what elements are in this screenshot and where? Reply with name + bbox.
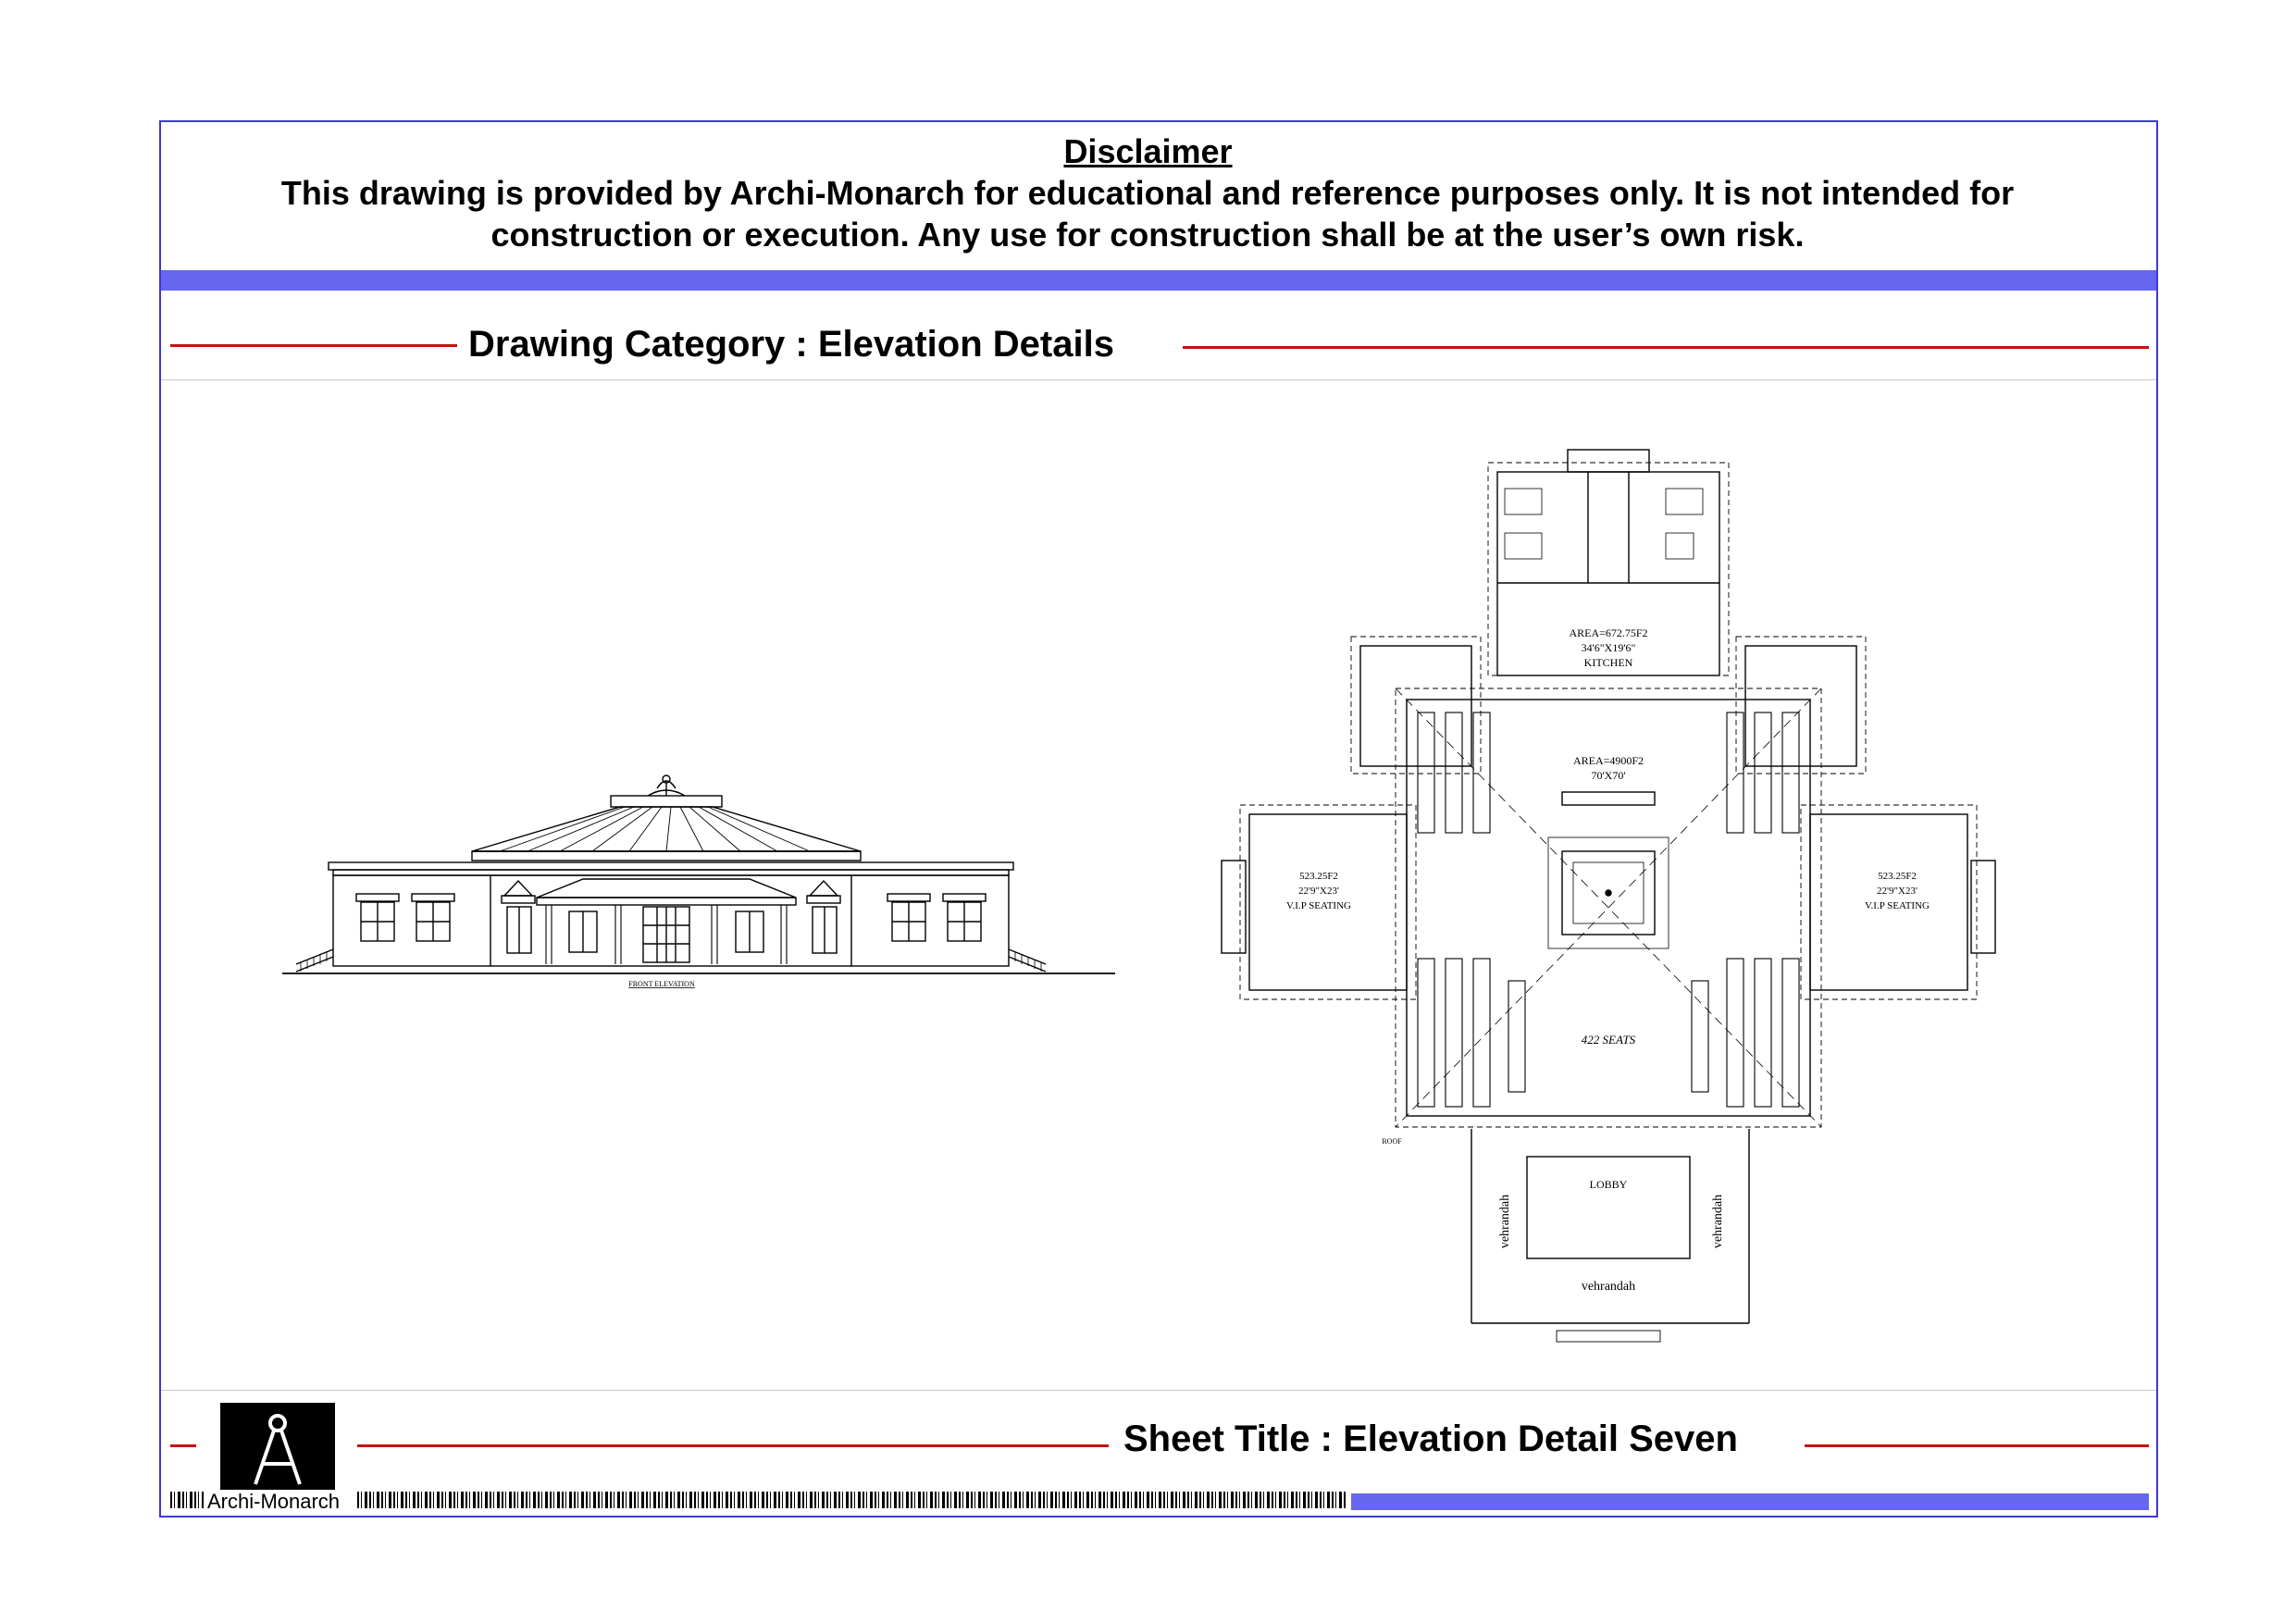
disclaimer-title: Disclaimer (1063, 132, 1233, 170)
disclaimer-text (213, 172, 2082, 255)
category-rule-right (1183, 346, 2149, 349)
lobby-label: LOBBY (1589, 1178, 1628, 1191)
vip-right-label: V.I.P SEATING (1865, 900, 1930, 911)
sheet-rule-right (1805, 1444, 2149, 1447)
kitchen-label: KITCHEN (1583, 656, 1633, 669)
vip-left-label: V.I.P SEATING (1286, 900, 1351, 911)
vip-right-size: 22'9"X23' (1877, 886, 1917, 897)
category-rule-left (170, 344, 457, 347)
vip-left-area: 523.25F2 (1299, 871, 1338, 882)
sheet-rule-left (170, 1444, 196, 1447)
sheet-rule-middle (357, 1444, 1109, 1447)
kitchen-area: AREA=672.75F2 (1569, 626, 1648, 639)
veranda-left-label: vehrandah (1498, 1194, 1512, 1249)
vip-left-size: 22'9"X23' (1298, 886, 1339, 897)
vip-right-area: 523.25F2 (1878, 871, 1917, 882)
footer-divider (161, 1390, 2156, 1391)
hall-size: 70'X70' (1591, 769, 1626, 782)
barcode-left (170, 1492, 204, 1508)
veranda-right-label: vehrandah (1711, 1194, 1725, 1249)
footer-band (1351, 1493, 2149, 1510)
floor-plan-drawing (1203, 444, 2036, 1351)
front-elevation-caption: FRONT ELEVATION (628, 980, 695, 988)
roof-label: ROOF (1382, 1137, 1402, 1146)
front-elevation-drawing (278, 759, 1120, 990)
drawing-category: Drawing Category : Elevation Details (468, 324, 1114, 365)
header-divider (161, 379, 2156, 380)
sheet-title: Sheet Title : Elevation Detail Seven (1123, 1419, 1738, 1459)
disclaimer-line-1: This drawing is provided by Archi-Monarch for educational and reference purposes only. It is not intended for (280, 174, 2015, 212)
header-band (161, 270, 2156, 291)
kitchen-size: 34'6"X19'6" (1581, 641, 1636, 654)
seats-count: 422 SEATS (1581, 1033, 1636, 1047)
hall-area: AREA=4900F2 (1572, 754, 1644, 767)
veranda-bottom-label: vehrandah (1581, 1280, 1636, 1294)
brand-name: Archi-Monarch (207, 1490, 341, 1513)
disclaimer-line-2: construction or execution. Any use for construction shall be at the user’s own risk. (490, 216, 1805, 254)
barcode-strip (357, 1492, 1346, 1508)
